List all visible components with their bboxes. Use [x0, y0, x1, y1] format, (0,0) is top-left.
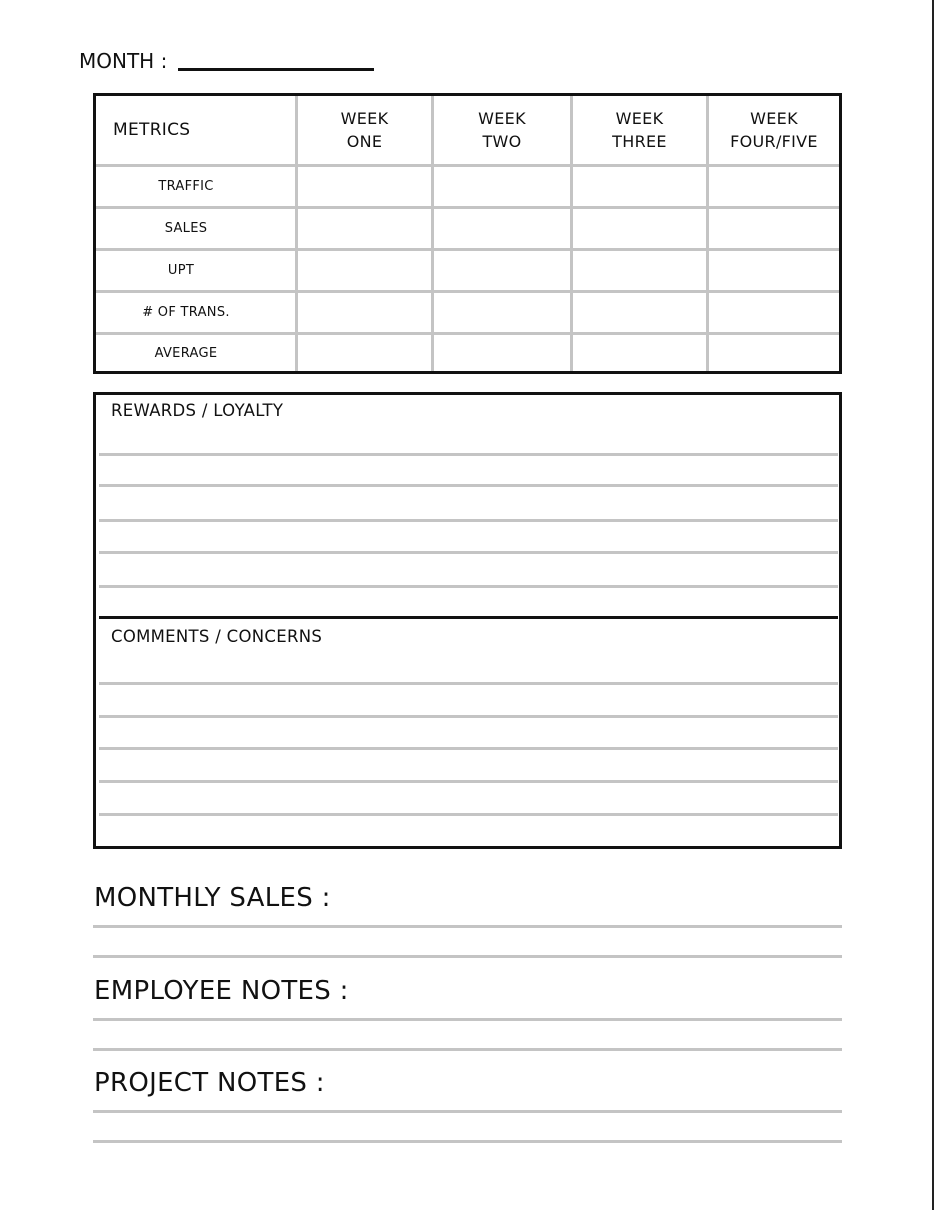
- comments-line[interactable]: [99, 715, 838, 718]
- table-cell[interactable]: [573, 335, 706, 371]
- employee-notes-line[interactable]: [93, 1018, 842, 1021]
- metrics-table: [93, 93, 842, 374]
- table-cell[interactable]: [434, 335, 570, 371]
- table-cell[interactable]: [298, 209, 431, 248]
- page-edge-line: [932, 0, 934, 1210]
- comments-line[interactable]: [99, 780, 838, 783]
- rewards-loyalty-title: REWARDS / LOYALTY: [111, 401, 284, 420]
- table-cell[interactable]: [573, 293, 706, 332]
- rewards-line[interactable]: [99, 551, 838, 554]
- table-cell[interactable]: [709, 335, 839, 371]
- table-cell[interactable]: [434, 209, 570, 248]
- project-notes-title: PROJECT NOTES :: [94, 1068, 325, 1098]
- monthly-sales-line[interactable]: [93, 925, 842, 928]
- table-cell[interactable]: [298, 335, 431, 371]
- table-cell[interactable]: [709, 209, 839, 248]
- table-cell[interactable]: [709, 293, 839, 332]
- rewards-line[interactable]: [99, 585, 838, 588]
- row-label-average: AVERAGE: [154, 345, 218, 361]
- column-header-week-four-five: WEEK FOUR/FIVE: [730, 109, 818, 151]
- rewards-line[interactable]: [99, 453, 838, 456]
- notes-box: [93, 392, 842, 849]
- section-divider: [99, 616, 838, 619]
- project-notes-line[interactable]: [93, 1140, 842, 1143]
- column-header-week-three: WEEK THREE: [612, 109, 667, 151]
- table-cell[interactable]: [298, 293, 431, 332]
- column-header-week-one: WEEK ONE: [340, 109, 389, 151]
- table-cell[interactable]: [573, 251, 706, 290]
- employee-notes-title: EMPLOYEE NOTES :: [94, 976, 349, 1006]
- table-cell[interactable]: [298, 251, 431, 290]
- monthly-sales-line[interactable]: [93, 955, 842, 958]
- comments-line[interactable]: [99, 682, 838, 685]
- monthly-sales-title: MONTHLY SALES :: [94, 883, 331, 913]
- column-header-week-two: WEEK TWO: [478, 109, 526, 151]
- employee-notes-line[interactable]: [93, 1048, 842, 1051]
- table-cell[interactable]: [298, 167, 431, 206]
- table-cell[interactable]: [709, 167, 839, 206]
- row-label-sales: SALES: [164, 221, 208, 236]
- rewards-line[interactable]: [99, 519, 838, 522]
- month-blank-line[interactable]: [178, 68, 374, 71]
- comments-line[interactable]: [99, 747, 838, 750]
- table-cell[interactable]: [434, 251, 570, 290]
- row-label-upt: UPT: [167, 263, 195, 278]
- table-cell[interactable]: [434, 293, 570, 332]
- comments-line[interactable]: [99, 813, 838, 816]
- project-notes-line[interactable]: [93, 1110, 842, 1113]
- column-header-metrics: METRICS: [113, 119, 191, 140]
- table-cell[interactable]: [573, 209, 706, 248]
- table-cell[interactable]: [573, 167, 706, 206]
- comments-concerns-title: COMMENTS / CONCERNS: [111, 627, 323, 646]
- row-label-traffic: TRAFFIC: [158, 179, 214, 194]
- rewards-line[interactable]: [99, 484, 838, 487]
- table-cell[interactable]: [709, 251, 839, 290]
- table-cell[interactable]: [434, 167, 570, 206]
- month-label: MONTH :: [79, 49, 168, 73]
- row-label-number-of-transactions: # OF TRANS.: [142, 305, 230, 320]
